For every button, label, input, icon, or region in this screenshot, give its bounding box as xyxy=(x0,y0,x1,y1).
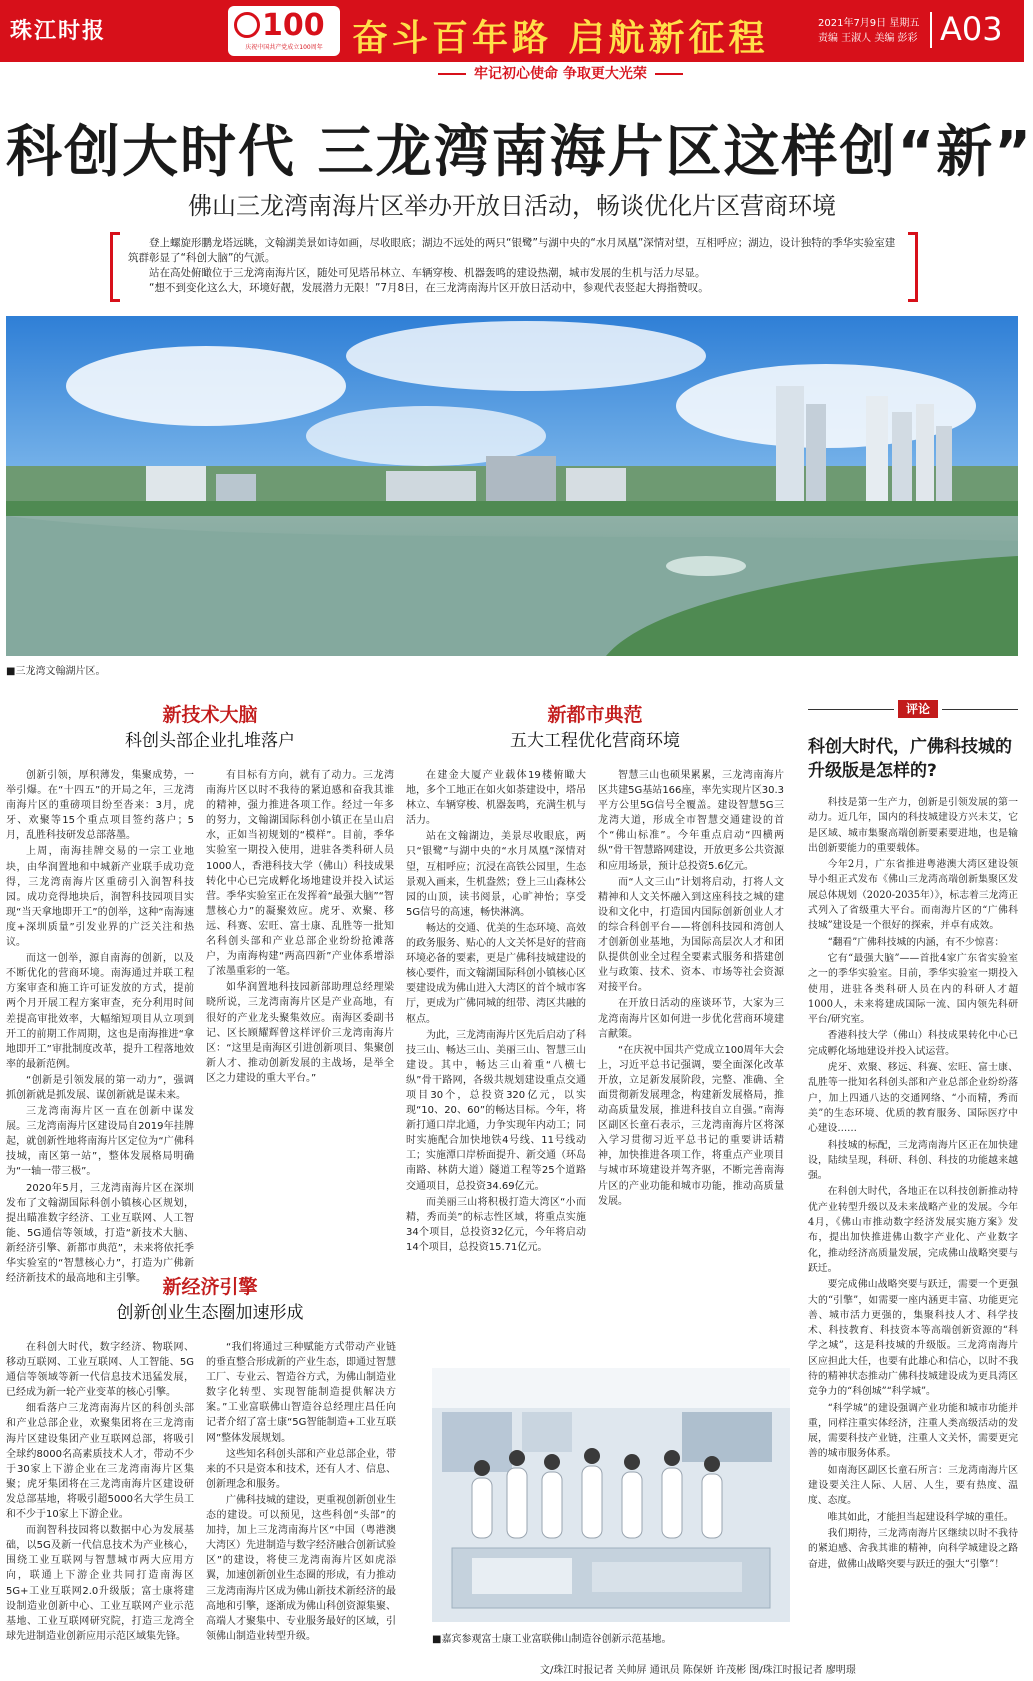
centennial-logo xyxy=(228,6,340,56)
body-paragraph: 智慧三山也硕果累累，三龙湾南海片区共建5G基站166座，率先实现片区30.3平方公里5G信号全覆盖。建设智慧5G三龙湾大道，形成全市智慧交通建设的首个“佛山标准”。今年重点启动“四横两纵”骨干智慧路网建设，开放更多公共资源和应用场景，预计总投资5.6亿元。 xyxy=(598,770,784,872)
lead-bracket-right xyxy=(908,232,918,302)
lead-paragraph: “想不到变化这么大，环境好靓，发展潜力无限！”7月8日，在三龙湾南海片区开放日活动中，参观代表竖起大拇指赞叹。 xyxy=(149,282,709,294)
body-paragraph: 而美丽三山将积极打造大湾区“小而精，秀而美”的标志性区域，将重点实施34个项目，总投资32亿元，今年将启动14个项目，总投资15.71亿元。 xyxy=(406,1196,586,1253)
commentary-paragraph: 它有“最强大脑”——首批4家广东省实验室之一的季华实验室。目前，季华实验室一期投入使用，进驻各类科研人员在内的科研人才超1000人，未来将建成国际一流、国内领先科研平台/研究室。 xyxy=(808,952,1018,1026)
masthead xyxy=(0,0,1024,62)
body-paragraph: 广佛科技城的建设，更重视创新创业生态的建设。可以预见，这些科创“头部”的加持，加上三龙湾南海片区“中国（粤港澳大湾区）先进制造与数字经济融合创新试验区”的建设，将使三龙湾南海片区如虎添翼，加速创新创业生态圈的形成，有力推动三龙湾南海片区成为佛山新技术新经济的最高地和引擎，逐渐成为佛山科创资源集聚、高端人才聚集中、专业服务最好的区域，引领佛山制造业转型升级。 xyxy=(206,1494,396,1642)
body-paragraph: 上周，南海挂牌交易的一宗工业地块，由华润置地和中城新产业联手成功竞得，三龙湾南海片区重磅引入润智科技园。成功竞得地块后，润智科技园项目实现“当天拿地即开工”的创举，这种“南海速度+深圳质量”引发业界的广泛关注和热议。 xyxy=(6,846,194,949)
body-paragraph: “我们将通过三种赋能方式带动产业链的垂直整合形成新的产业生态，即通过智慧工厂、专业云、智造谷方式，为佛山制造业数字化转型、实现智能制造提供解决方案。”工业富联佛山智造谷总经理庄昌任向记者介绍了富士康“5G智能制造+工业互联网”整体发展规划。 xyxy=(206,1342,396,1444)
body-paragraph: 在科创大时代，数字经济、物联网、移动互联网、工业互联网、人工智能、5G通信等领域等新一代信息技术迅猛发展，已经成为新一轮产业变革的核心引擎。 xyxy=(6,1342,194,1399)
body-paragraph: 畅达的交通、优美的生态环境、高效的政务服务、贴心的人文关怀是好的营商环境必备的要素，更是广佛科技城建设的核心要件，而文翰湖国际科创小镇核心区要建设成为佛山进入大湾区的首个城市客厅，更成为广佛同城的纽带、湾区共融的枢点。 xyxy=(406,922,586,1025)
commentary-paragraph: 科技是第一生产力，创新是引领发展的第一动力。近几年，国内的科技城建设方兴未艾，它是区域、城市集聚高端创新要素要进地，也是输出创新要能力的重要载体。 xyxy=(808,797,1018,854)
body-paragraph: 有目标有方向，就有了动力。三龙湾南海片区以时不我待的紧迫感和奋我其谁的精神，强力推进各项工作。经过一年多的努力，文翰湖国际科创小镇正在呈山启水，正如当初规划的“模样”。目前，季华实验室一期投入使用，进驻各类科研人员1000人，香港科技大学（佛山）科技成果转化中心已完成孵化场地建设并投入试运营。季华实验室正在发挥着“最强大脑”“智慧核心力”的凝聚效应。虎牙、欢聚、移远、科赛、宏旺、富士康、乱胜等一批知名科创头部和产业总部企业纷纷抢滩落户，为南海构建“两高四新”产业体系增添了浓墨重彩的一笔。 xyxy=(206,770,394,978)
page-number: A03 xyxy=(940,10,1003,48)
commentary-paragraph: “翻看”广佛科技城的内涵，有不少惊喜： xyxy=(827,936,1005,948)
editors: 责编 王淑人 美编 彭彩 xyxy=(818,33,918,44)
section3-kicker: 新经济引擎 xyxy=(162,1276,258,1298)
body-paragraph: 在建金大厦产业载体19楼俯瞰大地，多个工地正在如火如荼建设中，塔吊林立、车辆穿梭、机器轰鸣，充满生机与活力。 xyxy=(406,770,586,827)
body-paragraph: 三龙湾南海片区一直在创新中谋发展。三龙湾南海片区建设局自2019年挂牌起，就创新性地将南海片区定位为“广佛科技城，南区第一站”，整体发展格局明确为“一轴一带三极”。 xyxy=(6,1106,194,1178)
lead-box xyxy=(110,232,918,302)
slogan-main: 奋斗百年路 启航新征程 xyxy=(352,17,769,59)
party-emblem-icon xyxy=(234,12,260,38)
commentary-paragraph: 要完成佛山战略突要与跃迁，需要一个更强大的“引擎”，如需要一座内涵更丰富、功能更完善、城市活力更强的，集聚科技人才、科学技术、科技教育、科技资本等高端创新资源的“科学之城”，这是科技城的升级版。三龙湾南海片区应担此大任，也要有此雄心和信心，以时不我待的精神状态推动广佛科技城建设成为更具湾区竞争力的“科创城”“科学城”。 xyxy=(808,1279,1018,1398)
commentary-paragraph: 唯其如此，才能担当起建设科学城的重任。 xyxy=(827,1511,1014,1523)
article-column-6 xyxy=(206,1340,396,1652)
centennial-caption: 庆祝中国共产党成立100周年 xyxy=(245,44,323,51)
commentary-paragraph: 香港科技大学（佛山）科技成果转化中心已完成孵化场地建设并投入试运营。 xyxy=(808,1030,1018,1057)
section2-kicker: 新都市典范 xyxy=(547,704,643,726)
commentary-title: 科创大时代，广佛科技城的升级版是怎样的? xyxy=(808,737,1012,781)
section2-title: 五大工程优化营商环境 xyxy=(510,731,680,751)
body-paragraph: 2020年5月，三龙湾南海片区在深圳发布了文翰湖国际科创小镇核心区规划，提出瞄准数字经济、工业互联网、人工智能、5G通信等领域，打造“新技术大脑、新经济引擎、新都市典范”，未来将依托季华实验室的“智慧核心力”，打造为广佛新经济新技术的最高地和主引擎。 xyxy=(6,1182,194,1285)
visit-photo-caption: ■嘉宾参观富士康工业富联佛山制造谷创新示范基地。 xyxy=(432,1634,672,1645)
section3-title: 创新创业生态圈加速形成 xyxy=(116,1303,304,1323)
body-paragraph: “在庆祝中国共产党成立100周年大会上，习近平总书记强调，要全面深化改革开放，立足新发展阶段，完整、准确、全面贯彻新发展理念，构建新发展格局，推动高质量发展，推进科技自立自强。”南海区副区长童石表示，三龙湾南海片区将深入学习贯彻习近平总书记的重要讲话精神，加快推进各项工作，将重点产业项目与城市环境建设并驾齐驱，不断完善南海片区的产业功能和城市功能，推动高质量发展。 xyxy=(598,1044,784,1207)
body-paragraph: 细看落户三龙湾南海片区的科创头部和产业总部企业，欢聚集团将在三龙湾南海片区建设集团产业互联网总部，将吸引全球约8000名高素质技术人才，带动不少于30家上下游企业在三龙湾南海片区集聚；虎牙集团将在三龙湾南海片区建设研发总部基地，将吸引超5000名大学生员工和不少于10家上下游企业。 xyxy=(6,1403,194,1521)
commentary-paragraph: 在科创大时代，各地正在以科技创新推动特优产业转型升级以及未来战略产业的发展。今年4月，《佛山市推动数字经济发展实施方案》发布，提出加快推进佛山数字产业化、产业数字化，推动经济高质量发展，完成佛山战略突要与跃迁。 xyxy=(808,1186,1018,1274)
commentary-tag: 评论 xyxy=(898,700,938,718)
lake-panorama-illustration xyxy=(6,316,1018,656)
headline: 科创大时代 三龙湾南海片区这样创“新” xyxy=(6,120,1033,185)
lead-paragraph: 登上螺旋形鹏龙塔远眺，文翰湖美景如诗如画，尽收眼底；湖边不远处的两只“银鹭”与湖中央的“水月凤凰”深情对望，互相呼应；湖边，设计独特的季华实验室建筑群彰显了“科创大脑”的气派。 xyxy=(128,237,896,264)
body-paragraph: 为此，三龙湾南海片区先后启动了科技三山、畅达三山、美丽三山、智慧三山建设。其中，畅达三山着重“八横七纵”骨干路网，各级共规划建设重点交通项目30个，总投资320亿元，以实现“10、20、60”的畅达目标。今年，将新打通口岸北通，力争实现年内动工；同时实施配合加快地铁4号线、11号线动工；实施潭口岸桥面提升、新交通（环岛南路、林荫大道）隧道工程等25个道路交通项目，总投资34.69亿元。 xyxy=(406,1029,586,1192)
commentary-paragraph: 如南海区副区长童石所言：三龙湾南海片区建设要关注人际、人居、人生，要有热度、温度、态度。 xyxy=(808,1464,1018,1507)
body-paragraph: 而“人文三山”计划将启动，打将人文精神和人文关怀融入到这座科技之城的建设和文化中，打造国内国际创新创业人才的综合科创平台——将创科技园和湾创人才创新创业基地，为国际高层次人才和团队提供创业全过程全要素式服务和搭建创业与政策、技术、资本、市场等社会资源对接平台。 xyxy=(598,876,784,994)
article-column-5 xyxy=(6,1340,194,1652)
section1-kicker: 新技术大脑 xyxy=(162,704,258,726)
commentary-body xyxy=(808,795,1018,1653)
main-photo xyxy=(6,316,1018,656)
body-paragraph: “创新是引领发展的第一动力”，强调抓创新就是抓发展、谋创新就是谋未来。 xyxy=(6,1074,194,1101)
commentary-paragraph: 今年2月，广东省推进粤港澳大湾区建设领导小组正式发布《佛山三龙湾高端创新集聚区发展总体规划（2020-2035年）》，标志着三龙湾正式列入了省级重大平台。而南海片区的“广佛科技城”建设是一个很好的探索，并卓有成效。 xyxy=(808,859,1018,932)
commentary-rule-right xyxy=(942,709,1018,710)
article-column-3 xyxy=(406,768,586,1338)
main-photo-caption: ■三龙湾文翰湖片区。 xyxy=(6,666,106,677)
body-paragraph: 如华润置地科技园新部助理总经理梁晓所说，三龙湾南海片区是产业高地，有很好的产业龙头聚集效应。南海区委副书记、区长顾耀辉曾这样评价三龙湾南海片区：“这里是南海区引进创新项目、集聚创新人才、推动创新发展的主战场，是举全区之力建设的重大平台。” xyxy=(206,982,394,1084)
body-paragraph: 创新引领，厚积薄发，集聚成势，一举引爆。在“十四五”的开局之年，三龙湾南海片区的重磅项目纷至沓来：3月，虎牙、欢聚等15个重点项目签约落户；5月，乱胜科技研发总部落墨。 xyxy=(6,770,194,842)
commentary-paragraph: 虎牙、欢聚、移远、科赛、宏旺、富士康、乱胜等一批知名科创头部和产业总部企业纷纷落户，加上四通八达的交通网络、“小而精，秀而美”的生态环境、优质的教育服务、国际医疗中心建设…… xyxy=(808,1062,1018,1135)
date-block xyxy=(818,16,919,46)
body-paragraph: 站在文翰湖边，美景尽收眼底，两只“银鹭”与湖中央的“水月凤凰”深情对望，互相呼应；沉浸在高铁公园里，生态景观入画来，生机盎然；登上三山森林公园的山顶，读书阅景，心旷神怡；享受5G信号的高速，畅快淋漓。 xyxy=(406,831,586,918)
commentary-rule-left xyxy=(808,709,894,710)
body-paragraph: 在开放日活动的座谈环节，大家为三龙湾南海片区如何进一步优化营商环境建言献策。 xyxy=(598,998,784,1040)
paper-logo: 珠江时报 xyxy=(10,19,107,44)
commentary-paragraph: 我们期待，三龙湾南海片区继续以时不我待的紧迫感、舍我其谁的精神，向科学城建设之路奋进，做佛山战略突要与跃迁的强大“引擎”！ xyxy=(808,1527,1018,1570)
commentary-paragraph: “科学城”的建设强调产业功能和城市功能并重，同样注重实体经济，注重人类高级活动的发展，需要科技产业链，注重人文关怀，需要更完善的城市服务体系。 xyxy=(808,1402,1018,1460)
body-paragraph: 而润智科技园将以数据中心为发展基础，以5G及新一代信息技术为产业核心，围绕工业互联网与智慧城市两大应用方向，联通上下游企业共同打造南海区5G+工业互联网2.0升级版；富士康将建设制造业创新中心、工业互联网产业示范基地、工业互联网研究院，打造三龙湾全球先进制造业创新应用示范区域集先锋。 xyxy=(6,1525,194,1642)
byline-credit: 文/珠江时报记者 关帅屏 通讯员 陈保妍 许茂彬 图/珠江时报记者 廖明璟 xyxy=(540,1665,856,1676)
body-paragraph: 而这一创举，源自南海的创新，以及不断优化的营商环境。南海通过并联工程方案审查和施工许可证发放的方式，提前两个月开展工程方案审查，充分利用时间差提高审批效率，大幅缩短项目从立项到开工的前期工作周期，这也是南海推进“拿地即开工”审批制度改革，提升工程落地效率的最新范例。 xyxy=(6,953,194,1070)
slogan-sub: 牢记初心使命 争取更大光荣 xyxy=(430,63,691,83)
article-column-1 xyxy=(6,768,194,1285)
section1-title: 科创头部企业扎堆落户 xyxy=(125,731,295,751)
header-divider xyxy=(930,12,932,48)
issue-date: 2021年7月9日 星期五 xyxy=(818,18,920,29)
article-column-4 xyxy=(598,768,784,1338)
exhibition-visit-illustration xyxy=(432,1368,790,1622)
commentary-paragraph: 科技城的标配，三龙湾南海片区正在加快建设，陆续呈现，科研、科创、科技的功能越来越强。 xyxy=(808,1139,1018,1182)
lead-paragraph: 站在高处俯瞰位于三龙湾南海片区，随处可见塔吊林立、车辆穿梭、机器轰鸣的建设热潮，城市发展的生机与活力尽显。 xyxy=(149,267,706,279)
body-paragraph: 这些知名科创头部和产业总部企业，带来的不只是资本和技术，还有人才、信息、创新理念和服务。 xyxy=(206,1448,396,1490)
article-column-2 xyxy=(206,768,394,1248)
lead-bracket-left xyxy=(110,232,120,302)
centennial-number: 100 xyxy=(262,8,325,43)
subheadline: 佛山三龙湾南海片区举办开放日活动，畅谈优化片区营商环境 xyxy=(188,192,836,220)
visit-photo xyxy=(432,1368,790,1622)
